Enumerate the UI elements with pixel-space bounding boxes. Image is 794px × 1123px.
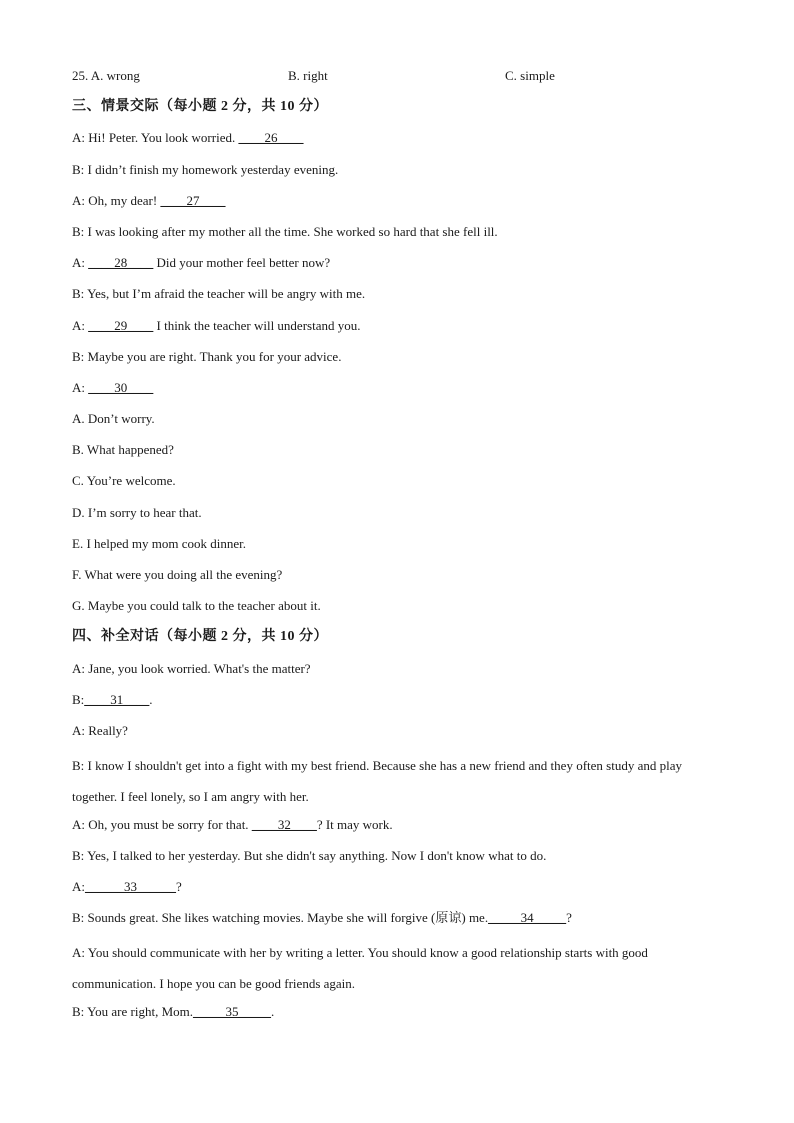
section-3-dialogue	[72, 126, 722, 407]
dialogue-text: ?	[176, 878, 182, 894]
dialogue-line	[72, 750, 722, 812]
dialogue-text: ? It may work.	[316, 816, 393, 832]
speaker-label: B:	[72, 223, 85, 239]
speaker-label: B:	[72, 161, 85, 177]
dialogue-text: Hi! Peter. You look worried.	[85, 130, 239, 146]
exam-page	[72, 64, 722, 1031]
dialogue-line	[72, 688, 722, 719]
answer-option: D. I’m sorry to hear that.	[72, 504, 202, 520]
speaker-label: B:	[72, 691, 85, 707]
dialogue-line	[72, 251, 722, 282]
dialogue-text: ?	[566, 910, 572, 926]
option-b: B. right	[288, 68, 328, 83]
dialogue-text: .	[271, 1003, 275, 1019]
answer-option: A. Don’t worry.	[72, 411, 155, 427]
answer-option: E. I helped my mom cook dinner.	[72, 535, 247, 551]
option-c: C. simple	[505, 68, 555, 83]
answer-blank: ____29____	[88, 317, 154, 333]
dialogue-text: Yes, but I’m afraid the teacher will be angry with me.	[84, 286, 366, 302]
answer-blank: ____30____	[88, 379, 154, 395]
section-3-options	[72, 407, 722, 625]
speaker-label: A:	[72, 878, 85, 894]
answer-blank: _____34_____	[488, 910, 567, 926]
answer-blank: ____32____	[251, 816, 317, 832]
speaker-label: B:	[72, 1003, 85, 1019]
option-a: 25. A. wrong	[72, 68, 140, 83]
answer-option: C. You’re welcome.	[72, 473, 176, 489]
dialogue-line	[72, 719, 722, 750]
dialogue-text: Did your mother feel better now?	[153, 255, 331, 271]
answer-option: B. What happened?	[72, 442, 174, 458]
dialogue-text: Sounds great. She likes watching movies. Maybe she will forgive (原谅) me.	[84, 910, 489, 926]
dialogue-text: Maybe you are right. Thank you for your advice.	[84, 348, 342, 364]
dialogue-text: .	[149, 691, 153, 707]
dialogue-line	[72, 844, 722, 875]
answer-blank: ____31____	[84, 691, 150, 707]
dialogue-line	[72, 1000, 722, 1031]
dialogue-line	[72, 906, 722, 937]
section-4-dialogue	[72, 657, 722, 1031]
dialogue-text: You are right, Mom.	[84, 1003, 193, 1019]
dialogue-text: Oh, my dear!	[85, 192, 161, 208]
dialogue-text: Yes, I talked to her yesterday. But she didn't say anything. Now I don't know what to do.	[84, 847, 547, 863]
speaker-label: A:	[72, 130, 85, 146]
dialogue-text: I know I shouldn't get into a fight with my best friend. Because she has a new friend and they often study and play together. I feel lonely, so I am angry with her.	[72, 758, 682, 805]
section-4-heading: 四、补全对话（每小题 2 分，共 10 分）	[72, 629, 328, 645]
speaker-label: A:	[72, 255, 85, 271]
dialogue-text: Really?	[85, 722, 128, 738]
speaker-label: B:	[72, 910, 85, 926]
dialogue-text: I was looking after my mother all the time. She worked so hard that she fell ill.	[84, 223, 498, 239]
dialogue-line	[72, 189, 722, 220]
dialogue-text: Oh, you must be sorry for that.	[85, 816, 252, 832]
dialogue-line	[72, 937, 722, 999]
dialogue-line	[72, 657, 722, 688]
speaker-label: B:	[72, 286, 85, 302]
answer-blank: ____26____	[238, 130, 304, 146]
dialogue-line	[72, 126, 722, 157]
speaker-label: B:	[72, 758, 85, 774]
dialogue-text: I think the teacher will understand you.	[153, 317, 361, 333]
dialogue-line	[72, 875, 722, 906]
dialogue-line	[72, 376, 722, 407]
speaker-label: A:	[72, 816, 85, 832]
answer-option: G. Maybe you could talk to the teacher about it.	[72, 598, 321, 614]
dialogue-line	[72, 314, 722, 345]
speaker-label: A:	[72, 945, 85, 961]
answer-blank: ______33______	[85, 878, 176, 894]
speaker-label: B:	[72, 847, 85, 863]
dialogue-text: You should communicate with her by writing a letter. You should know a good relationship starts with good communication. I hope you can be good friends again.	[72, 945, 648, 992]
speaker-label: A:	[72, 192, 85, 208]
answer-blank: _____35_____	[193, 1003, 271, 1019]
speaker-label: A:	[72, 379, 85, 395]
speaker-label: A:	[72, 317, 85, 333]
answer-option: F. What were you doing all the evening?	[72, 567, 283, 582]
dialogue-text: Jane, you look worried. What's the matter?	[85, 660, 311, 676]
dialogue-line	[72, 345, 722, 376]
dialogue-line	[72, 282, 722, 313]
question-25-options	[72, 64, 722, 95]
answer-blank: ____27____	[160, 192, 226, 208]
dialogue-line	[72, 158, 722, 189]
speaker-label: A:	[72, 722, 85, 738]
dialogue-line	[72, 220, 722, 251]
speaker-label: B:	[72, 348, 85, 364]
answer-blank: ____28____	[88, 255, 154, 271]
dialogue-text: I didn’t finish my homework yesterday evening.	[84, 161, 339, 177]
speaker-label: A:	[72, 660, 85, 676]
dialogue-line	[72, 813, 722, 844]
section-3-heading: 三、情景交际（每小题 2 分，共 10 分）	[72, 99, 328, 115]
